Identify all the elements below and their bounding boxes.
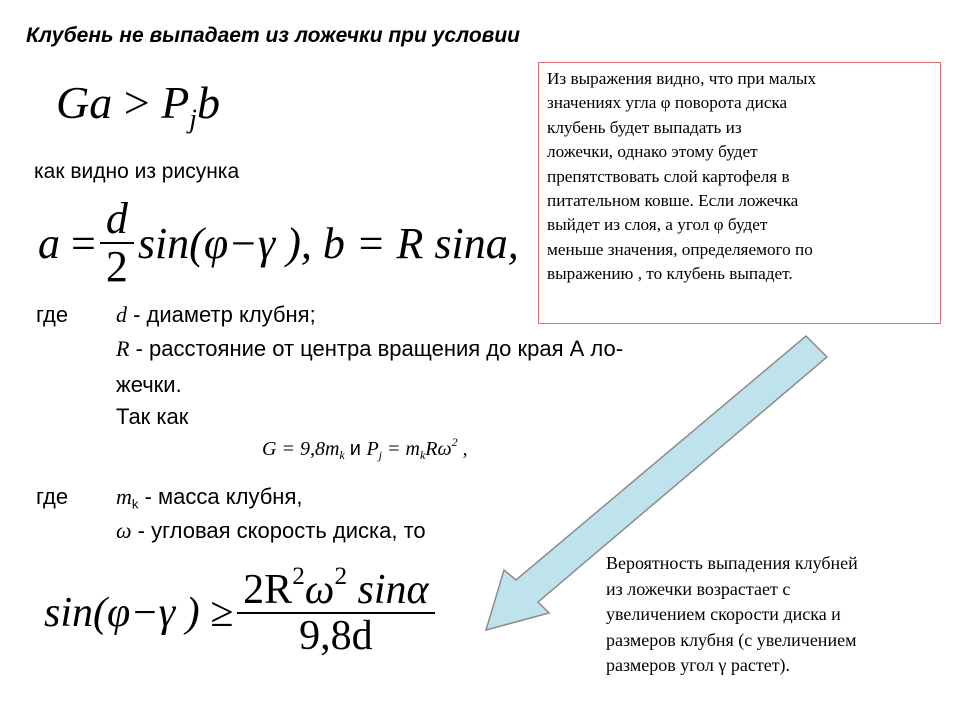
box-line: меньше значения, определяемого по xyxy=(547,239,813,259)
formula-inequality: sin(φ−γ ) ≥ $\frac{2R^2\omega^2 \sin\alpha}{9,8d}$ xyxy=(44,568,439,658)
explanation-box xyxy=(538,62,941,324)
box-line: значениях угла φ поворота диска xyxy=(547,93,788,113)
label-from-figure: как видно из рисунка xyxy=(34,160,240,183)
definition-omega: ω - угловая скорость диска, то xyxy=(116,518,426,543)
where-label-2: где xyxy=(36,484,69,509)
note-line: размеров угол γ растет). xyxy=(606,655,791,675)
slide-title: Клубень не выпадает из ложечки при условии xyxy=(26,24,520,47)
formula-g-pj: $G = 9,8m_k$ и $P_j = m_kR\omega^2$ , xyxy=(262,435,468,463)
formula-a-b: a = $\frac{d}{2}$ sin(φ−γ ), b = R sina, xyxy=(38,194,519,292)
definition-r-cont: жечки. xyxy=(116,372,182,397)
definition-r: R - расстояние от центра вращения до края А ло- xyxy=(116,336,624,361)
box-line: Из выражения видно, что при малых xyxy=(547,69,817,88)
formula-condition: $Ga > P_jb$ xyxy=(56,77,220,134)
fraction-inequality: $\frac{2R^2\omega^2 \sin\alpha}{9,8d}$ xyxy=(237,568,434,658)
note-line: Вероятность выпадения клубней xyxy=(606,553,858,573)
since-label: Так как xyxy=(116,404,189,429)
note-line: увеличением скорости диска и xyxy=(606,604,841,624)
definition-mk: $m_k$ - масса клубня, xyxy=(116,484,303,512)
box-line: клубень будет выпадать из xyxy=(547,117,742,137)
box-line: питательном ковше. Если ложечка xyxy=(547,191,799,211)
box-line: ложечки, однако этому будет xyxy=(547,142,758,162)
box-line: препятствовать слой картофеля в xyxy=(547,166,790,186)
note-line: размеров клубня (с увеличением xyxy=(606,629,857,650)
fraction-d-over-2: $\frac{d}{2}$ xyxy=(100,196,134,290)
note-line: из ложечки возрастает с xyxy=(606,578,791,599)
definition-d: d - диаметр клубня; xyxy=(116,302,316,327)
box-line: выражению , то клубень выпадет. xyxy=(547,264,793,284)
where-label-1: где xyxy=(36,302,69,327)
probability-note xyxy=(606,551,948,679)
box-line: выйдет из слоя, а угол φ будет xyxy=(547,215,768,235)
